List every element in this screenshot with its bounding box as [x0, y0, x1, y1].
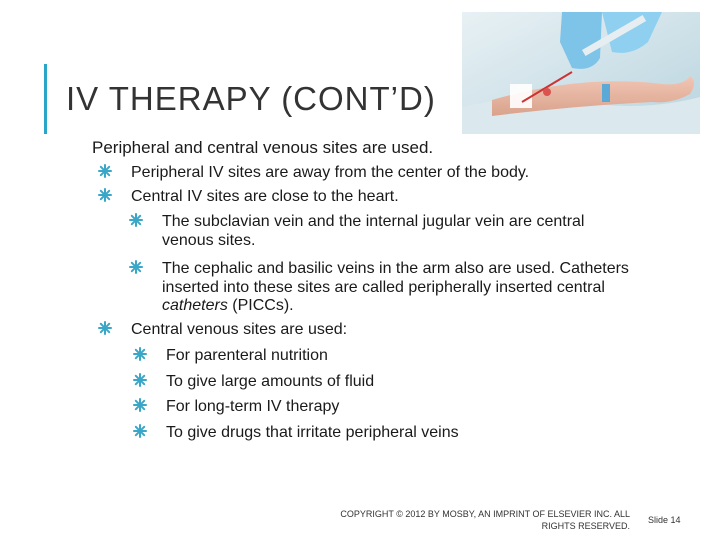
- bullet-star-icon: [133, 398, 147, 412]
- subbullet-subclavian-line2: venous sites.: [162, 232, 256, 249]
- subbullet-cephalic-line2: [162, 279, 605, 296]
- bullet-central-sites: Central IV sites are close to the heart.: [131, 188, 399, 205]
- lead-statement: Peripheral and central venous sites are used.: [92, 138, 434, 157]
- subbullet-long-term: For long-term IV therapy: [166, 398, 340, 415]
- subbullet-subclavian-line1: The subclavian vein and the internal jugular vein are central: [162, 213, 585, 230]
- bullet-star-icon: [129, 260, 143, 274]
- copyright-line1: COPYRIGHT © 2012 BY MOSBY, AN IMPRINT OF ELSEVIER INC. ALL: [340, 509, 630, 519]
- bullet-peripheral-sites: Peripheral IV sites are away from the center of the body.: [131, 164, 530, 181]
- bullet-star-icon: [129, 213, 143, 227]
- picc-term-italic: catheters: [162, 297, 228, 314]
- bullet-star-icon: [98, 321, 112, 335]
- subbullet-cephalic-line3: [162, 297, 294, 314]
- slide-number: Slide 14: [648, 515, 681, 525]
- title-accent-bar: [44, 64, 47, 134]
- bullet-central-uses: Central venous sites are used:: [131, 321, 348, 338]
- slide-title: IV THERAPY (CONT’D): [66, 80, 436, 117]
- bullet-star-icon: [133, 373, 147, 387]
- subbullet-irritating-drugs: To give drugs that irritate peripheral veins: [166, 424, 459, 441]
- iv-injection-photo: [462, 12, 700, 134]
- subbullet-cephalic-line1: The cephalic and basilic veins in the arm also are used. Catheters: [162, 260, 629, 277]
- copyright-line2: RIGHTS RESERVED.: [541, 521, 630, 531]
- bullet-star-icon: [133, 347, 147, 361]
- text-normal: inserted into these sites are called peripherally inserted central: [162, 279, 605, 296]
- subbullet-parenteral-nutrition: For parenteral nutrition: [166, 347, 328, 364]
- bullet-star-icon: [98, 164, 112, 178]
- picc-abbrev: (PICCs).: [227, 297, 294, 314]
- bullet-star-icon: [133, 424, 147, 438]
- footer-copyright: [290, 508, 630, 532]
- subbullet-large-fluid: To give large amounts of fluid: [166, 373, 375, 390]
- bullet-star-icon: [98, 188, 112, 202]
